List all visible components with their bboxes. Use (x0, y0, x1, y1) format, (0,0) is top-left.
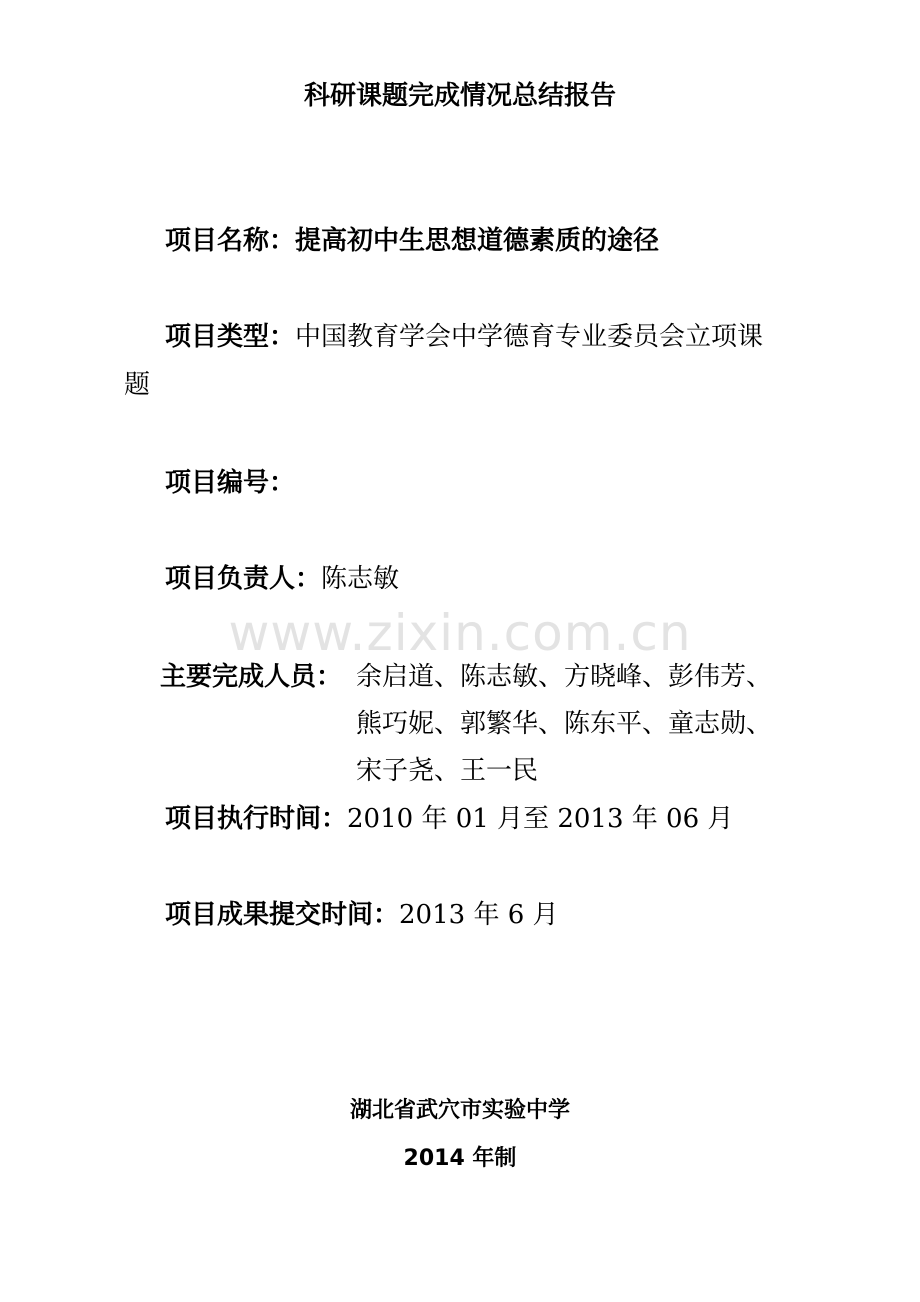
project-type-value-wrap: 题 (124, 370, 151, 400)
footer-year: 2014 年制 (403, 1146, 517, 1171)
field-project-leader (165, 556, 399, 602)
watermark: www.zixin.com.cn (228, 604, 692, 662)
project-name-label: 项目名称： (165, 226, 296, 256)
members-line: 余启道、陈志敏、方晓峰、彭伟芳、 (356, 662, 773, 692)
members-label: 主要完成人员： (160, 662, 343, 692)
field-execution-period (165, 796, 733, 842)
field-project-number (165, 460, 295, 506)
field-submit-time (165, 892, 559, 938)
footer-school: 湖北省武穴市实验中学 (349, 1098, 570, 1123)
execution-period-label: 项目执行时间： (165, 804, 348, 834)
members-line: 宋子尧、王一民 (356, 756, 539, 786)
members-line: 熊巧妮、郭繁华、陈东平、童志勋、 (356, 709, 773, 739)
report-title: 科研课题完成情况总结报告 (303, 81, 616, 111)
field-project-type (165, 314, 763, 360)
project-type-label: 项目类型： (165, 322, 296, 352)
submit-time-label: 项目成果提交时间： (165, 900, 400, 930)
members-names (356, 654, 772, 795)
project-name-value: 提高初中生思想道德素质的途径 (295, 226, 660, 256)
project-leader-label: 项目负责人： (165, 564, 322, 594)
project-leader-value: 陈志敏 (321, 564, 400, 594)
execution-period-value: 2010 年 01 月至 2013 年 06 月 (347, 804, 734, 834)
project-type-value: 中国教育学会中学德育专业委员会立项课 (295, 322, 764, 352)
field-project-name (165, 218, 659, 264)
project-number-label: 项目编号： (165, 468, 296, 498)
submit-time-value: 2013 年 6 月 (399, 900, 559, 930)
